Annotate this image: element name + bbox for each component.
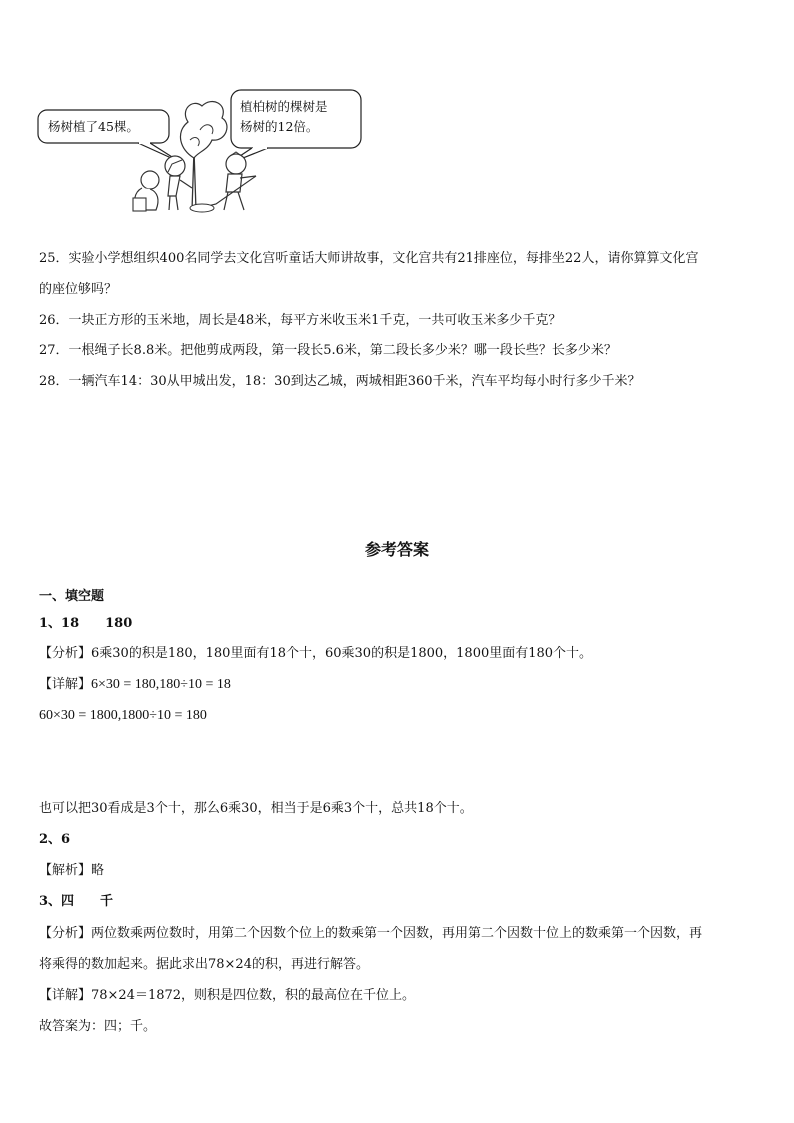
answer-1-head: 1、18 180 — [39, 616, 133, 631]
answer-3-detail: 【详解】78×24＝1872，则积是四位数，积的最高位在千位上。 — [39, 988, 416, 1003]
answers-title: 参考答案 — [364, 540, 429, 559]
answer-3-head: 3、四 千 — [39, 894, 114, 909]
question-25-line1: 25．实验小学想组织400名同学去文化宫听童话大师讲故事，文化宫共有21排座位，每排坐22人，请你算算文化宫 — [39, 251, 699, 266]
question-26: 26．一块正方形的玉米地，周长是48米，每平方米收玉米1千克，一共可收玉米多少千克？ — [39, 313, 562, 328]
answer-2-analysis: 【解析】略 — [39, 863, 105, 878]
answer-2-head: 2、6 — [39, 832, 71, 847]
question-27: 27．一根绳子长8.8米。把他剪成两段，第一段长5.6米，第二段长多少米？哪一段长些？长多少米？ — [39, 343, 617, 358]
answer-1-detail — [39, 676, 231, 694]
section-fill-in-blanks-heading: 一、填空题 — [39, 589, 105, 604]
detail-label: 【详解】 — [39, 677, 92, 692]
answer-3-analysis-line1: 【分析】两位数乘两位数时，用第二个因数个位上的数乘第一个因数，再用第二个因数十位上的数乘第一个因数，再 — [39, 926, 703, 941]
answer-1-note: 也可以把30看成是3个十，那么6乘30，相当于是6乘3个十，总共18个十。 — [39, 801, 473, 816]
question-25-line2: 的座位够吗？ — [39, 282, 118, 297]
bubble-left-text: 杨树植了45棵。 — [48, 119, 139, 134]
bubble-right-text-line2: 杨树的12倍。 — [240, 119, 319, 134]
answer-1-math-line2: 60×30 = 1800,1800÷10 = 180 — [39, 708, 207, 723]
question-28: 28．一辆汽车14：30从甲城出发，18：30到达乙城，两城相距360千米，汽车平均每小时行多少千米？ — [39, 374, 641, 389]
answer-3-analysis-line2: 将乘得的数加起来。据此求出78×24的积，再进行解答。 — [39, 957, 369, 972]
answer-1-detail-math: 6×30 = 180,180÷10 = 18 — [91, 677, 231, 692]
bubble-right-text-line1: 植柏树的棵树是 — [240, 99, 328, 114]
answer-1-analysis: 【分析】6乘30的积是180，180里面有18个十，60乘30的积是1800，1800里面有180个十。 — [39, 646, 593, 661]
illustration — [30, 80, 370, 220]
answer-3-conclusion: 故答案为：四；千。 — [39, 1019, 157, 1034]
